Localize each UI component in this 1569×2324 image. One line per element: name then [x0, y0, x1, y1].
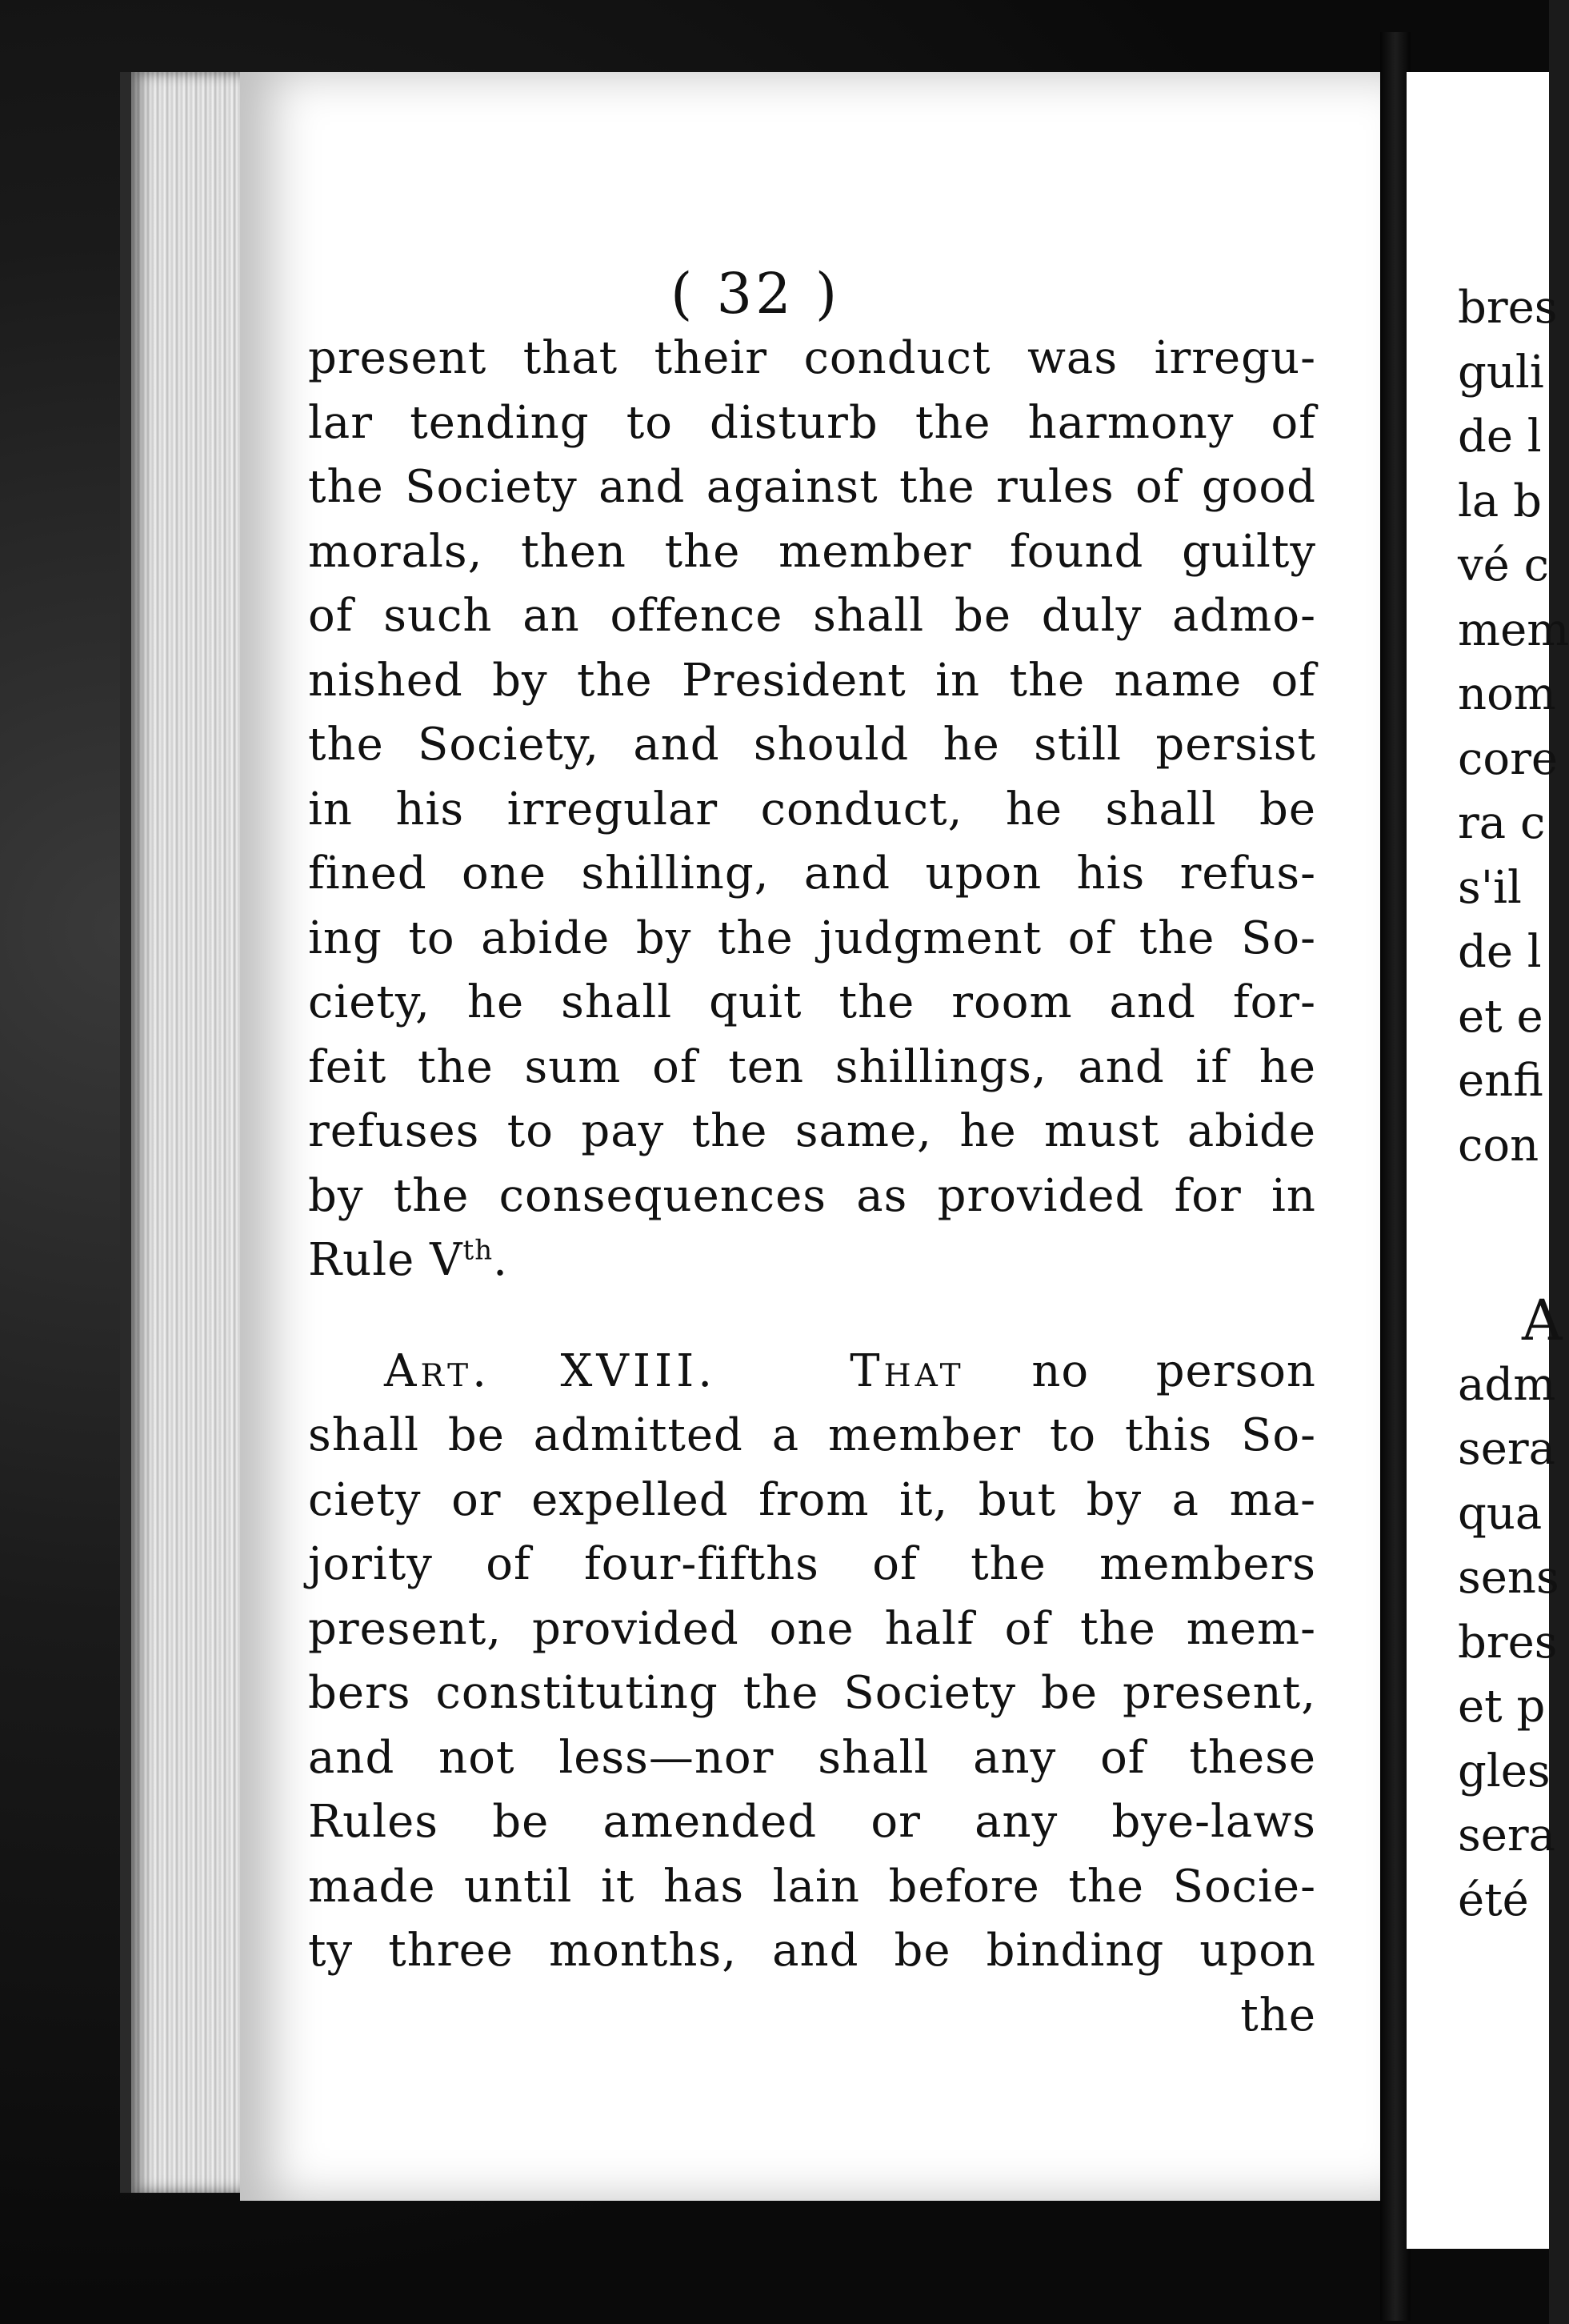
text-line: in his irregular conduct, he shall be — [308, 783, 1316, 835]
text-fragment: sera — [1458, 1423, 1556, 1475]
text-fragment: sens — [1458, 1552, 1559, 1604]
text-line: by the consequences as provided for in — [308, 1169, 1316, 1222]
text-fragment: core — [1458, 732, 1558, 785]
text-fragment: guli — [1458, 346, 1544, 399]
text-fragment: A — [1522, 1288, 1563, 1353]
text-line: present, provided one half of the mem- — [308, 1602, 1316, 1655]
text-fragment: mem — [1458, 603, 1569, 656]
text-fragment: et p — [1458, 1681, 1546, 1733]
article-heading-line — [308, 1340, 1316, 1404]
text-fragment: bres — [1458, 282, 1558, 334]
page-number: ( 32 ) — [670, 261, 841, 327]
text-fragment: nom — [1458, 668, 1556, 720]
left-page-text — [308, 327, 1316, 2048]
text-line: made until it has lain before the Socie- — [308, 1860, 1316, 1913]
text-line: Rules be amended or any bye-laws — [308, 1796, 1316, 1848]
right-page-text-fragments — [1458, 276, 1569, 1933]
article-lead-word: That — [850, 1344, 965, 1397]
text-fragment: vé c — [1458, 539, 1549, 591]
text-fragment: con — [1458, 1119, 1539, 1172]
article-heading: Art. XVIII. — [384, 1344, 717, 1397]
text-line: feit the sum of ten shillings, and if he — [308, 1040, 1316, 1093]
text-fragment: qua — [1458, 1487, 1543, 1540]
text-line: ciety, he shall quit the room and for- — [308, 976, 1316, 1028]
text-fragment: la b — [1458, 475, 1542, 527]
text-line: lar tending to disturb the harmony of — [308, 396, 1316, 449]
text-line: refuses to pay the same, he must abide — [308, 1105, 1316, 1157]
catchword: the — [1240, 1989, 1316, 2042]
text-line: and not less—nor shall any of these — [308, 1731, 1316, 1784]
rule-reference-line — [308, 1228, 1316, 1293]
text-line: the Society, and should he still persist — [308, 719, 1316, 771]
text-line: ing to abide by the judgment of the So- — [308, 912, 1316, 964]
rule-reference: Rule V — [308, 1234, 463, 1286]
text-fragment: gles — [1458, 1745, 1551, 1797]
text-fragment: bres — [1458, 1616, 1558, 1669]
text-fragment: ra c — [1458, 797, 1546, 849]
text-line: jority of four-fifths of the members — [308, 1538, 1316, 1590]
rule-reference-end: . — [493, 1234, 508, 1286]
text-fragment: de l — [1458, 411, 1542, 463]
text-fragment: s'il — [1458, 861, 1522, 914]
text-line: morals, then the member found guilty — [308, 525, 1316, 578]
article-first-line-rest: no person — [1031, 1344, 1316, 1397]
text-line: of such an offence shall be duly admo- — [308, 590, 1316, 642]
text-fragment: été — [1458, 1873, 1529, 1926]
text-line: present that their conduct was irregu- — [308, 332, 1316, 384]
text-line: bers constituting the Society be present, — [308, 1667, 1316, 1719]
text-fragment: adm — [1458, 1358, 1556, 1411]
text-fragment: de l — [1458, 926, 1542, 978]
text-line: ty three months, and be binding upon — [308, 1925, 1316, 1977]
text-line: fined one shilling, and upon his refus- — [308, 847, 1316, 900]
text-fragment: enfi — [1458, 1055, 1543, 1107]
text-line: the Society and against the rules of good — [308, 461, 1316, 513]
text-line: shall be admitted a member to this So- — [308, 1409, 1316, 1461]
text-line: ciety or expelled from it, but by a ma- — [308, 1473, 1316, 1526]
text-fragment: et e — [1458, 990, 1543, 1043]
text-fragment: sera — [1458, 1809, 1556, 1861]
text-line: nished by the President in the name of — [308, 654, 1316, 707]
ordinal-superscript: th — [462, 1234, 494, 1267]
